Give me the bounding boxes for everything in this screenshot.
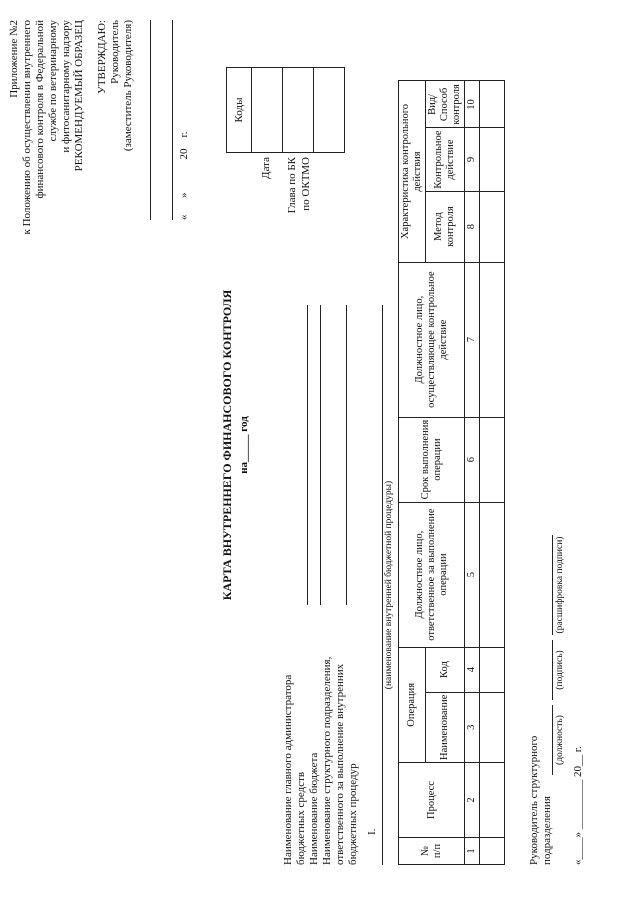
appendix-ref: к Положению об осуществлении внутреннего [21, 20, 33, 235]
footer-signature-caption: (подпись) [555, 650, 565, 690]
fields-block [282, 605, 379, 865]
table-row-numbers [465, 81, 480, 865]
footer-position-caption: (должность) [555, 715, 565, 765]
appendix-block [8, 20, 86, 350]
col-header-num-text: п/п [431, 843, 443, 859]
control-map-table [398, 80, 505, 865]
code-cell-date [252, 68, 283, 153]
page-year: на_____ год [238, 416, 250, 474]
col-header-control: Характеристика контрольного действия [399, 81, 426, 262]
approve-date: « » 20 г. [178, 131, 190, 220]
sample-label: РЕКОМЕНДУЕМЫЙ ОБРАЗЕЦ [73, 20, 85, 172]
codes-header: Коды [227, 68, 252, 153]
col-header-num-text: № [419, 845, 431, 857]
footer-head-line: Руководитель структурного [528, 735, 540, 865]
col-header-num [399, 838, 465, 865]
col-number: 10 [465, 81, 480, 128]
approve-signature-line [150, 20, 151, 220]
approval-block [96, 20, 135, 240]
col-number: 2 [465, 763, 480, 838]
col-number: 9 [465, 128, 480, 191]
code-label-oktmo: по ОКТМО [300, 157, 312, 211]
field-unit-label: ответственного за выполнение внутренних [334, 663, 346, 865]
codes-box [226, 67, 345, 153]
col-header-operation: Операция [399, 647, 426, 762]
col-number: 5 [465, 502, 480, 647]
code-cell-oktmo [314, 68, 345, 153]
approve-title: УТВЕРЖДАЮ: [96, 20, 108, 94]
col-number: 1 [465, 838, 480, 865]
appendix-ref: службе по ветеринарному [47, 20, 59, 142]
col-number: 4 [465, 647, 480, 692]
footer-head-label [528, 665, 554, 865]
field-admin-line [307, 305, 308, 605]
field-budget-label: Наименование бюджета [308, 752, 320, 865]
col-number: 7 [465, 262, 480, 417]
footer-signature-line [552, 640, 553, 700]
footer-head-line: подразделения [541, 796, 553, 865]
field-admin-label: бюджетных средств [295, 771, 307, 865]
field-unit-label: Наименование структурного подразделения, [321, 656, 333, 865]
col-header-op-name: Наименование [426, 692, 465, 762]
col-header-process: Процесс [399, 763, 465, 838]
col-header-responsible: Должностное лицо, ответственное за выполнение операции [399, 502, 465, 647]
col-number: 8 [465, 191, 480, 262]
procedure-caption: (наименование внутренней бюджетной процедуры) [384, 480, 394, 690]
code-label-glava: Глава по БК [286, 157, 298, 214]
page-title: КАРТА ВНУТРЕННЕГО ФИНАНСОВОГО КОНТРОЛЯ [220, 289, 234, 601]
approve-position-note: (заместитель Руководителя) [122, 20, 134, 152]
col-header-op-code: Код [426, 647, 465, 692]
table-row [480, 81, 505, 865]
section-number: I. [366, 828, 378, 835]
field-admin-label: Наименование главного администратора [282, 674, 294, 865]
col-header-method: Метод контроля [426, 191, 465, 262]
appendix-number: Приложение №2 [8, 20, 20, 98]
col-header-action: Контрольное действие [426, 128, 465, 191]
footer-position-line [552, 705, 553, 775]
approve-name-line [172, 20, 173, 220]
code-cell-glava [283, 68, 314, 153]
col-number: 3 [465, 692, 480, 762]
field-unit-line [346, 305, 347, 605]
code-label-date: Дата [260, 157, 272, 179]
footer-decode-caption: (расшифровка подписи) [555, 536, 565, 634]
appendix-ref: и фитосанитарному надзору [60, 20, 72, 153]
col-header-deadline: Срок выполнения операции [399, 417, 465, 502]
approve-position: Руководитель [109, 20, 121, 84]
footer-decode-line [552, 535, 553, 635]
col-header-controller: Должностное лицо, осуществляющее контрольное действие [399, 262, 465, 417]
appendix-ref: финансового контроля в Федеральной [34, 20, 46, 199]
col-number: 6 [465, 417, 480, 502]
col-header-kind: Вид/Способ контроля [426, 81, 465, 128]
field-unit-label: бюджетных процедур [347, 763, 359, 865]
procedure-name-line [382, 305, 383, 865]
field-budget-line [320, 305, 321, 605]
footer-date: «____» _________ 20__ г. [572, 746, 584, 865]
